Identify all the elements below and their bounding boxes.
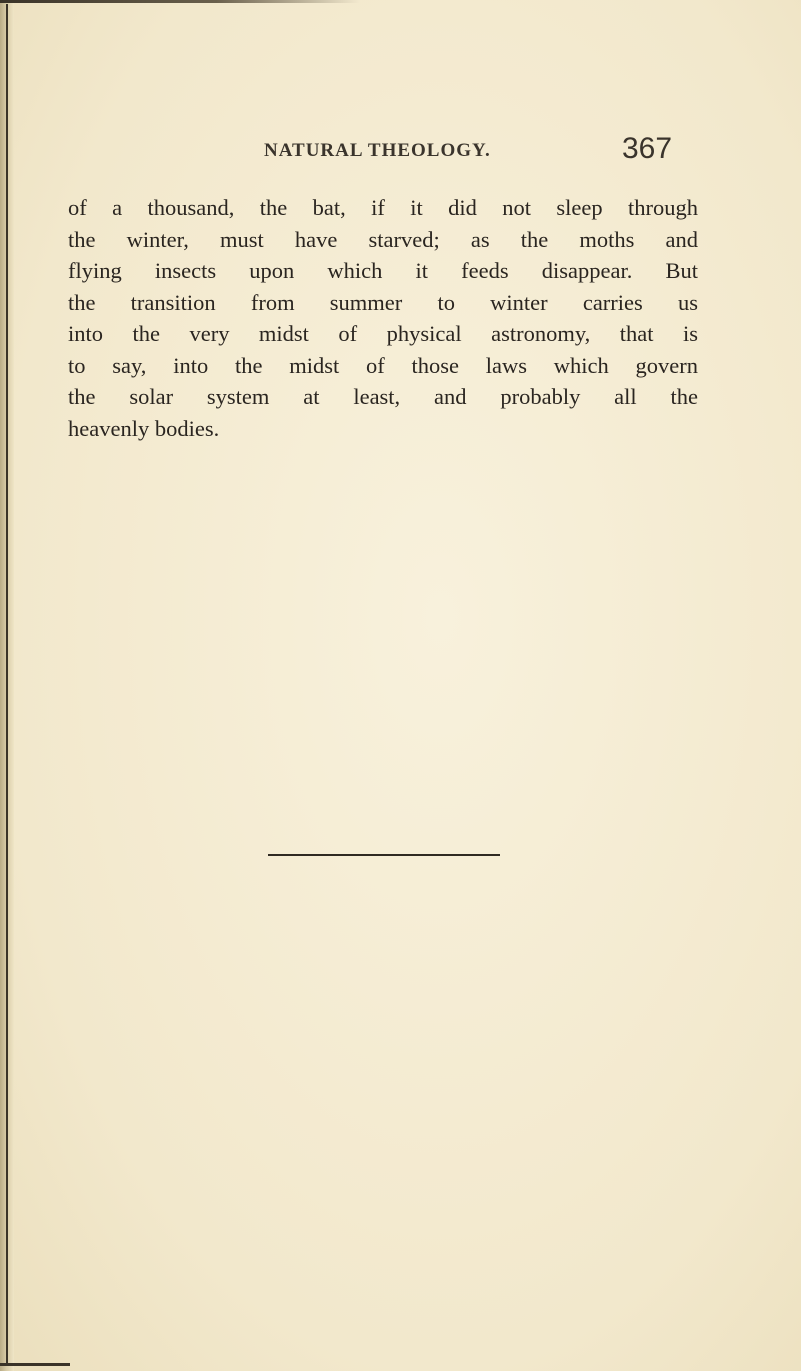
- page-number: 367: [622, 132, 673, 165]
- body-paragraph: [68, 192, 698, 444]
- page-top-edge: [0, 0, 360, 3]
- gutter-edge-line: [6, 4, 8, 1364]
- text-line: flying insects upon which it feeds disappear. But: [68, 258, 698, 283]
- text-line: of a thousand, the bat, if it did not sleep through: [68, 195, 698, 220]
- text-line: into the very midst of physical astronomy, that is: [68, 321, 698, 346]
- running-head: NATURAL THEOLOGY.: [264, 140, 491, 161]
- page-bottom-edge: [0, 1363, 70, 1366]
- section-end-rule: [268, 854, 500, 856]
- text-line: heavenly bodies.: [68, 415, 220, 441]
- binding-gutter: [0, 0, 14, 1371]
- text-line: the solar system at least, and probably all the: [68, 384, 698, 409]
- text-line: to say, into the midst of those laws which govern: [68, 352, 698, 378]
- text-line: the winter, must have starved; as the moths and: [68, 226, 698, 252]
- text-line: the transition from summer to winter carries us: [68, 289, 698, 315]
